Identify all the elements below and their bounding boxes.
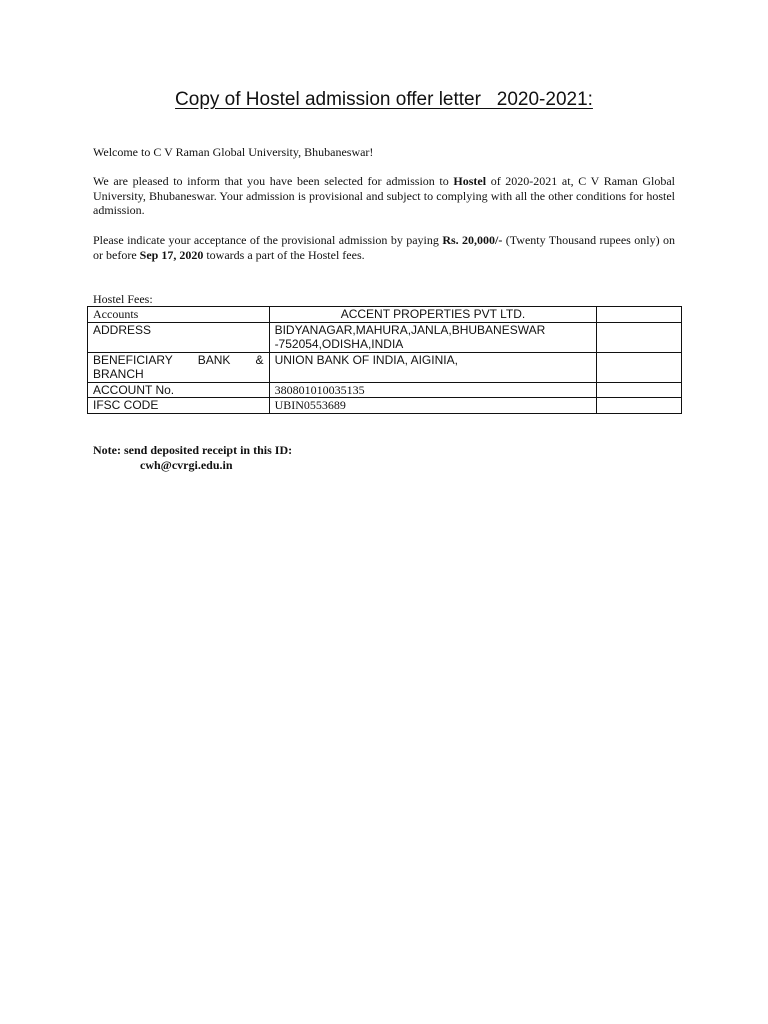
address-value	[269, 322, 597, 352]
beneficiary-label-line-2: BRANCH	[93, 367, 144, 381]
ifsc-code-value: UBIN0553689	[269, 398, 597, 414]
accounts-value: ACCENT PROPERTIES PVT LTD.	[269, 307, 597, 323]
page-title: Copy of Hostel admission offer letter 2020-2021:	[175, 89, 593, 110]
beneficiary-bank-value: UNION BANK OF INDIA, AIGINIA,	[269, 352, 597, 382]
welcome-paragraph: Welcome to C V Raman Global University, Bhubaneswar!	[93, 145, 374, 159]
address-line-1: BIDYANAGAR,MAHURA,JANLA,BHUBANESWAR	[274, 322, 546, 337]
ifsc-code-label: IFSC CODE	[88, 398, 270, 414]
hostel-fees-label: Hostel Fees:	[93, 292, 153, 306]
table-row	[88, 352, 682, 382]
fee-amount: Rs. 20,000/-	[442, 233, 503, 247]
acceptance-text-middle: (Twenty Thousand rupees only) on or before	[93, 233, 675, 262]
selection-hostel-bold: Hostel	[453, 174, 487, 188]
due-date: Sep 17, 2020	[139, 247, 204, 262]
table-row	[88, 398, 682, 414]
empty-cell	[597, 398, 682, 414]
receipt-email: cwh@cvrgi.edu.in	[140, 458, 233, 472]
beneficiary-label-line-1: BENEFICIARY BANK &	[93, 352, 264, 367]
note-text: Note: send deposited receipt in this ID:	[93, 443, 293, 457]
empty-cell	[597, 382, 682, 398]
address-label: ADDRESS	[88, 322, 270, 352]
accounts-label: Accounts	[88, 307, 270, 323]
table-row	[88, 307, 682, 323]
acceptance-text-start: Please indicate your acceptance of the provisional admission by paying	[93, 233, 443, 247]
account-number-label: ACCOUNT No.	[88, 382, 270, 398]
empty-cell	[597, 352, 682, 382]
address-line-2: -752054,ODISHA,INDIA	[274, 337, 404, 351]
acceptance-paragraph	[93, 233, 675, 262]
empty-cell	[597, 322, 682, 352]
beneficiary-bank-label	[88, 352, 270, 382]
selection-text-end: of 2020-2021 at, C V Raman Global University, Bhubaneswar. Your admission is provisional and subject to complying with all the other conditions for hostel admission.	[93, 174, 675, 217]
acceptance-text-end: towards a part of the Hostel fees.	[203, 247, 365, 262]
bank-details-table	[87, 306, 682, 414]
note-block	[93, 443, 292, 473]
selection-text-start: We are pleased to inform that you have been selected for admission to	[93, 174, 454, 188]
table-row	[88, 322, 682, 352]
table-row	[88, 382, 682, 398]
account-number-value: 380801010035135	[269, 382, 597, 398]
selection-paragraph	[93, 174, 675, 218]
empty-cell	[597, 307, 682, 323]
